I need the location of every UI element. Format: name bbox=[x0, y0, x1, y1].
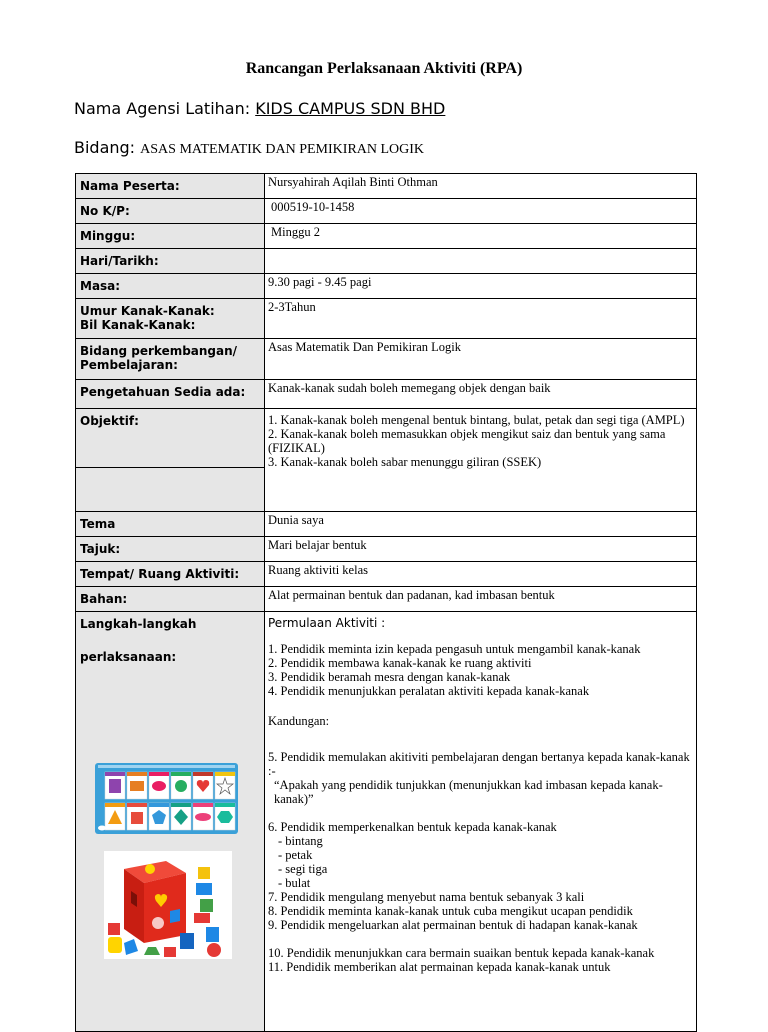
value-nama: Nursyahirah Aqilah Binti Othman bbox=[265, 174, 697, 199]
value-minggu: Minggu 2 bbox=[265, 224, 697, 249]
value-hari bbox=[265, 249, 697, 274]
step-6: 6. Pendidik memperkenalkan bentuk kepada kanak-kanak bbox=[268, 820, 557, 834]
label-hari: Hari/Tarikh: bbox=[76, 249, 265, 274]
agency-line bbox=[74, 99, 445, 118]
shape-petak: - petak bbox=[278, 848, 313, 862]
row-tajuk bbox=[76, 537, 697, 562]
label-nama: Nama Peserta: bbox=[76, 174, 265, 199]
step-8: 8. Pendidik meminta kanak-kanak untuk cuba mengikut ucapan pendidik bbox=[268, 904, 633, 918]
value-tema: Dunia saya bbox=[265, 512, 697, 537]
objektif-3: 3. Kanak-kanak boleh sabar menunggu giliran (SSEK) bbox=[268, 455, 542, 469]
bidang-label: Bidang: bbox=[74, 138, 141, 157]
step-4: 4. Pendidik menunjukkan peralatan aktiviti kepada kanak-kanak bbox=[268, 684, 590, 698]
step-11: 11. Pendidik memberikan alat permainan kepada kanak-kanak untuk bbox=[268, 960, 611, 974]
value-tajuk: Mari belajar bentuk bbox=[265, 537, 697, 562]
row-bidang-perkembangan bbox=[76, 339, 697, 380]
row-objektif bbox=[76, 409, 697, 512]
label-objektif-cell bbox=[76, 409, 265, 512]
row-tempat bbox=[76, 562, 697, 587]
step-3: 3. Pendidik beramah mesra dengan kanak-kanak bbox=[268, 670, 511, 684]
permulaan-heading: Permulaan Aktiviti : bbox=[268, 616, 386, 630]
bidang-value: ASAS MATEMATIK DAN PEMIKIRAN LOGIK bbox=[140, 142, 425, 157]
value-umur: 2-3Tahun bbox=[265, 299, 697, 339]
value-masa: 9.30 pagi - 9.45 pagi bbox=[265, 274, 697, 299]
label-bidang-line1: Bidang perkembangan/ bbox=[80, 344, 238, 358]
value-tempat: Ruang aktiviti kelas bbox=[265, 562, 697, 587]
step-9: 9. Pendidik mengeluarkan alat permainan bentuk di hadapan kanak-kanak bbox=[268, 918, 638, 932]
row-bahan bbox=[76, 587, 697, 612]
label-bidang-line2: Pembelajaran: bbox=[80, 358, 178, 372]
label-umur bbox=[76, 299, 265, 339]
shape-bulat: - bulat bbox=[278, 876, 311, 890]
label-bahan: Bahan: bbox=[76, 587, 265, 612]
label-objektif: Objektif: bbox=[76, 409, 264, 468]
row-kp bbox=[76, 199, 697, 224]
label-tajuk: Tajuk: bbox=[76, 537, 265, 562]
shape-bintang: - bintang bbox=[278, 834, 323, 848]
label-tema: Tema bbox=[76, 512, 265, 537]
row-hari bbox=[76, 249, 697, 274]
document-title: Rancangan Perlaksanaan Aktiviti (RPA) bbox=[245, 60, 523, 77]
step-5-question: “Apakah yang pendidik tunjukkan (menunjukkan kad imbasan kepada kanak-kanak)” bbox=[274, 778, 663, 806]
value-bidang-perkembangan: Asas Matematik Dan Pemikiran Logik bbox=[265, 339, 697, 380]
kandungan-heading: Kandungan: bbox=[268, 714, 330, 728]
step-2: 2. Pendidik membawa kanak-kanak ke ruang aktiviti bbox=[268, 656, 532, 670]
row-umur bbox=[76, 299, 697, 339]
shape-flashcards-image bbox=[95, 763, 238, 834]
label-langkah-line2: perlaksanaan: bbox=[80, 650, 177, 664]
label-masa: Masa: bbox=[76, 274, 265, 299]
label-bil-kanak: Bil Kanak-Kanak: bbox=[80, 318, 196, 332]
step-10: 10. Pendidik menunjukkan cara bermain suaikan bentuk kepada kanak-kanak bbox=[268, 946, 655, 960]
label-tempat: Tempat/ Ruang Aktiviti: bbox=[76, 562, 265, 587]
step-1: 1. Pendidik meminta izin kepada pengasuh untuk mengambil kanak-kanak bbox=[268, 642, 641, 656]
value-sedia: Kanak-kanak sudah boleh memegang objek dengan baik bbox=[265, 380, 697, 409]
label-kp: No K/P: bbox=[76, 199, 265, 224]
step-5: 5. Pendidik memulakan akitiviti pembelajaran dengan bertanya kepada kanak-kanak :- bbox=[268, 750, 690, 778]
value-kp: 000519-10-1458 bbox=[265, 199, 697, 224]
row-nama bbox=[76, 174, 697, 199]
shape-sorter-toy-image bbox=[104, 851, 232, 959]
label-sedia: Pengetahuan Sedia ada: bbox=[76, 380, 265, 409]
flashcards-svg bbox=[95, 763, 238, 834]
agency-name: KIDS CAMPUS SDN BHD bbox=[255, 99, 446, 118]
value-bahan: Alat permainan bentuk dan padanan, kad imbasan bentuk bbox=[265, 587, 697, 612]
bidang-line bbox=[74, 138, 424, 158]
agency-label: Nama Agensi Latihan: bbox=[74, 99, 256, 118]
row-masa bbox=[76, 274, 697, 299]
row-minggu bbox=[76, 224, 697, 249]
shape-segi-tiga: - segi tiga bbox=[278, 862, 328, 876]
row-tema bbox=[76, 512, 697, 537]
label-bidang-perkembangan bbox=[76, 339, 265, 380]
objektif-1: 1. Kanak-kanak boleh mengenal bentuk bintang, bulat, petak dan segi tiga (AMPL) bbox=[268, 413, 685, 427]
label-minggu: Minggu: bbox=[76, 224, 265, 249]
objektif-2: 2. Kanak-kanak boleh memasukkan objek mengikut saiz dan bentuk yang sama (FIZIKAL) bbox=[268, 427, 666, 455]
value-objektif bbox=[265, 409, 697, 512]
label-langkah-line1: Langkah-langkah bbox=[80, 617, 197, 631]
sorter-svg bbox=[104, 851, 232, 959]
row-sedia bbox=[76, 380, 697, 409]
step-7: 7. Pendidik mengulang menyebut nama bentuk sebanyak 3 kali bbox=[268, 890, 585, 904]
label-umur-kanak: Umur Kanak-Kanak: bbox=[80, 304, 215, 318]
label-objektif-empty bbox=[76, 468, 264, 505]
value-langkah bbox=[265, 612, 697, 1032]
